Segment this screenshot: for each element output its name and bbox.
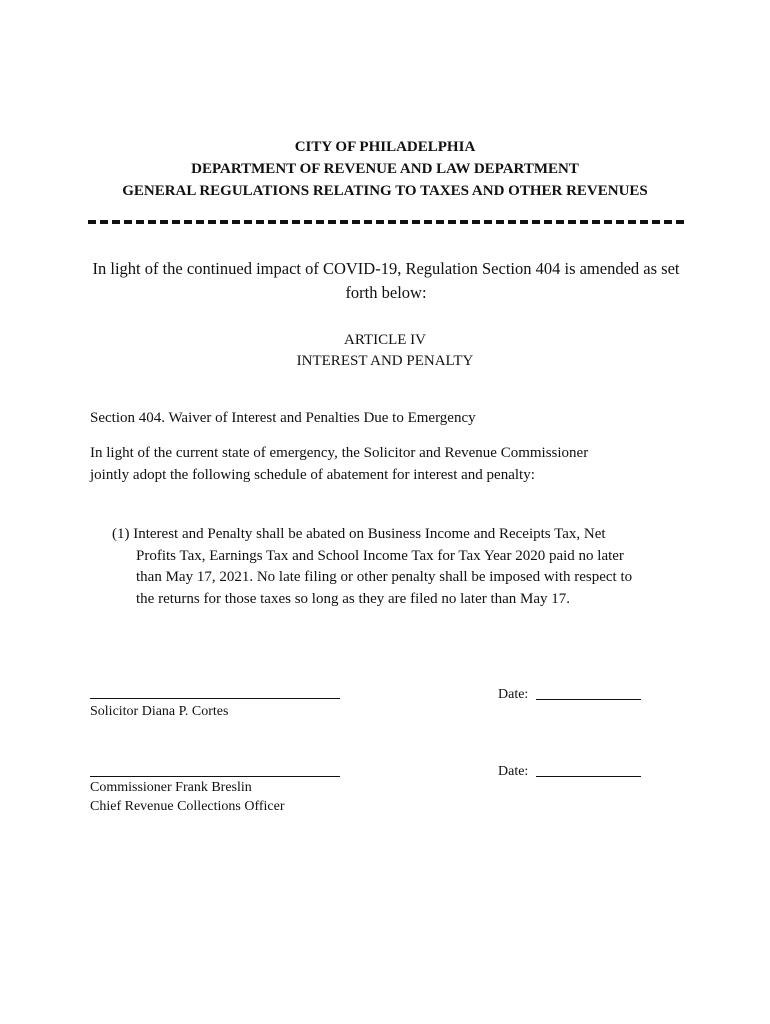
paragraph-line: In light of the current state of emergency, the Solicitor and Revenue Commissioner [90,445,589,461]
solicitor-date-label: Date: [498,687,529,702]
list-item [112,524,692,610]
list-item-line: (1) Interest and Penalty shall be abated on Business Income and Receipts Tax, Net [112,526,606,542]
document-header [0,136,770,202]
abatement-paragraph [90,443,690,486]
list-item-line: Profits Tax, Earnings Tax and School Income Tax for Tax Year 2020 paid no later [136,547,624,564]
commissioner-date-label: Date: [498,764,529,779]
header-city: CITY OF PHILADELPHIA [294,139,476,155]
commissioner-name: Commissioner Frank Breslin [90,780,252,795]
intro-text: In light of the continued impact of COVID-19, Regulation Section 404 is amended as set forth below: [92,259,680,302]
header-department: DEPARTMENT OF REVENUE AND LAW DEPARTMENT [191,161,579,177]
list-item-line: the returns for those taxes so long as they are filed no later than May 17. [136,590,571,607]
dashed-divider [88,220,684,224]
article-title: INTEREST AND PENALTY [296,353,474,369]
solicitor-name: Solicitor Diana P. Cortes [90,704,229,719]
commissioner-date-line [536,776,641,777]
paragraph-line: jointly adopt the following schedule of abatement for interest and penalty: [90,466,535,483]
solicitor-date-line [536,699,641,700]
solicitor-signature-line [90,698,340,699]
article-heading [0,330,770,372]
section-title: Section 404. Waiver of Interest and Penalties Due to Emergency [90,410,476,426]
commissioner-signature-line [90,776,340,777]
list-item-line: than May 17, 2021. No late filing or other penalty shall be imposed with respect to [136,569,633,585]
commissioner-title: Chief Revenue Collections Officer [90,799,285,814]
header-regulations: GENERAL REGULATIONS RELATING TO TAXES AND OTHER REVENUES [122,183,648,199]
article-number: ARTICLE IV [343,332,426,348]
